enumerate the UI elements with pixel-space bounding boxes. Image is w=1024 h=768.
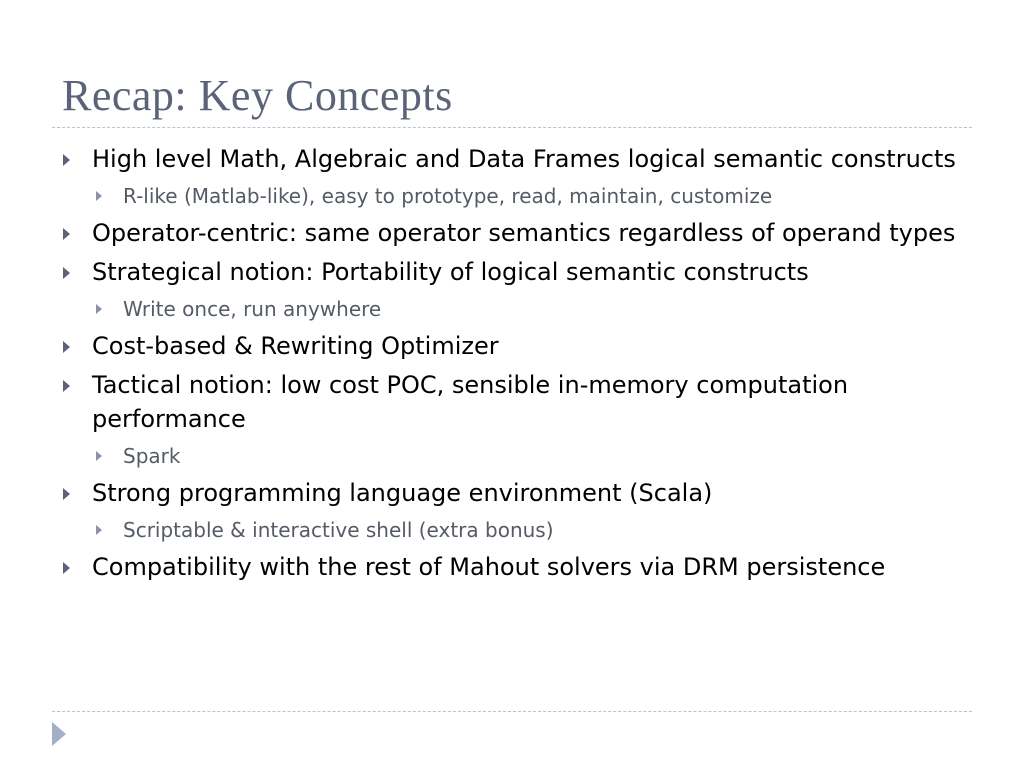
bullet-item [60,329,960,363]
title-divider [52,127,972,128]
bullet-item [60,368,960,436]
sub-bullet-text: Scriptable & interactive shell (extra bonus) [123,518,554,542]
footer-divider [52,711,972,712]
bullet-item [60,142,960,176]
bullet-item [60,216,960,250]
sub-bullet-item [60,294,960,324]
sub-bullet-arrow-icon [96,191,102,201]
bullet-text: Operator-centric: same operator semantics regardless of operand types [92,219,956,247]
sub-bullet-arrow-icon [96,525,102,535]
bullet-arrow-icon [63,341,70,353]
slide-title: Recap: Key Concepts [62,71,453,120]
sub-bullet-text: Spark [123,444,181,468]
bullet-item [60,550,960,584]
bullet-arrow-icon [63,380,70,392]
bullet-text: Strategical notion: Portability of logical semantic constructs [92,258,809,286]
bullet-list [60,142,960,589]
bullet-text: Tactical notion: low cost POC, sensible in-memory computation performance [92,371,849,433]
sub-bullet-item [60,515,960,545]
corner-triangle-icon [52,722,66,746]
sub-bullet-text: R-like (Matlab-like), easy to prototype, read, maintain, customize [123,184,773,208]
bullet-text: Cost-based & Rewriting Optimizer [92,332,499,360]
bullet-arrow-icon [63,488,70,500]
bullet-arrow-icon [63,154,70,166]
bullet-text: Compatibility with the rest of Mahout solvers via DRM persistence [92,553,886,581]
bullet-item [60,255,960,289]
bullet-arrow-icon [63,267,70,279]
bullet-arrow-icon [63,562,70,574]
bullet-text: High level Math, Algebraic and Data Frames logical semantic constructs [92,145,956,173]
bullet-text: Strong programming language environment (Scala) [92,479,713,507]
sub-bullet-text: Write once, run anywhere [123,297,382,321]
sub-bullet-item [60,441,960,471]
bullet-item [60,476,960,510]
sub-bullet-item [60,181,960,211]
sub-bullet-arrow-icon [96,451,102,461]
bullet-arrow-icon [63,228,70,240]
sub-bullet-arrow-icon [96,304,102,314]
